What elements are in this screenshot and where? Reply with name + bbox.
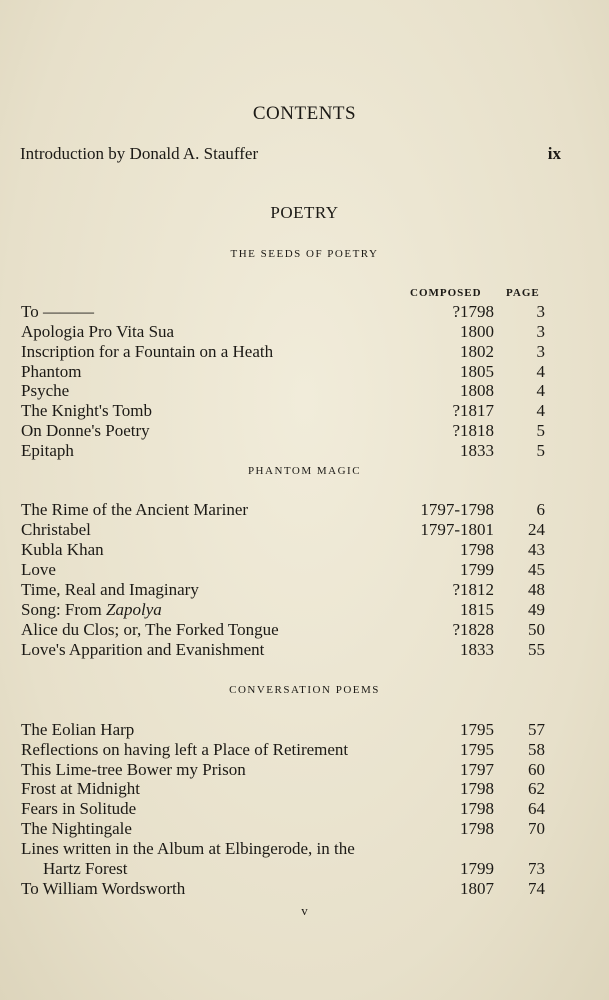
entry-composed: 1795 — [460, 740, 494, 759]
entry-title: To ——— — [21, 302, 94, 321]
entry-title: Apologia Pro Vita Sua — [21, 322, 175, 341]
entry-title: On Donne's Poetry — [21, 421, 150, 440]
entry-title: This Lime-tree Bower my Prison — [21, 760, 246, 779]
entry-title-continuation: Hartz Forest — [43, 859, 128, 878]
toc-entry — [21, 620, 601, 640]
entry-composed: 1833 — [460, 640, 494, 659]
poetry-title: POETRY — [270, 203, 339, 222]
entry-page: 3 — [536, 302, 545, 321]
section-title-conversation-poems: CONVERSATION POEMS — [229, 684, 380, 696]
toc-entry — [21, 580, 601, 600]
entry-page: 50 — [528, 620, 545, 639]
toc-entry-continuation — [21, 859, 601, 879]
entry-title: To William Wordsworth — [21, 879, 186, 898]
entry-title: Inscription for a Fountain on a Heath — [21, 342, 274, 361]
toc-entry — [21, 401, 601, 421]
entry-title: Kubla Khan — [21, 540, 104, 559]
entry-composed: 1815 — [460, 600, 494, 619]
entry-page: 3 — [536, 322, 545, 341]
entry-composed: 1805 — [460, 362, 494, 381]
entry-composed: 1807 — [460, 879, 494, 898]
entry-composed: 1808 — [460, 381, 494, 400]
toc-entry — [21, 879, 601, 899]
entry-composed: 1802 — [460, 342, 494, 361]
entry-title: Alice du Clos; or, The Forked Tongue — [21, 620, 279, 639]
entry-title-prefix: Song: From — [21, 600, 107, 619]
entry-page: 24 — [528, 520, 545, 539]
entry-page: 60 — [528, 760, 545, 779]
entry-title-italic: Zapolya — [106, 600, 162, 619]
entry-page: 64 — [528, 799, 545, 818]
toc-entry — [21, 799, 601, 819]
entry-page: 62 — [528, 779, 545, 798]
entry-composed: 1799 — [460, 560, 494, 579]
intro-page: ix — [547, 144, 561, 163]
entry-composed: 1797-1801 — [420, 520, 494, 539]
entry-title: Love's Apparition and Evanishment — [21, 640, 265, 659]
entry-page: 5 — [536, 421, 545, 440]
entry-page: 48 — [528, 580, 545, 599]
entry-page: 58 — [528, 740, 545, 759]
entry-composed: 1833 — [460, 441, 494, 460]
toc-entry — [21, 441, 601, 461]
toc-entry — [21, 740, 601, 760]
section-title-seeds: THE SEEDS OF POETRY — [230, 248, 379, 260]
entry-title: Fears in Solitude — [21, 799, 137, 818]
entry-title: The Knight's Tomb — [21, 401, 152, 420]
entry-page: 74 — [528, 879, 545, 898]
page-number: v — [301, 903, 308, 918]
entry-page: 4 — [536, 401, 545, 420]
entry-page: 3 — [536, 342, 545, 361]
entry-title: Phantom — [21, 362, 82, 381]
column-header-page: PAGE — [506, 287, 540, 299]
entry-title: Love — [21, 560, 56, 579]
toc-entry — [21, 322, 601, 342]
entry-composed: 1795 — [460, 720, 494, 739]
toc-entry — [21, 600, 601, 620]
entry-composed: ?1828 — [452, 620, 494, 639]
entry-title: Lines written in the Album at Elbingerode, in the — [21, 839, 355, 858]
entry-composed: 1798 — [460, 799, 494, 818]
toc-entry — [21, 540, 601, 560]
column-header-composed: COMPOSED — [410, 287, 482, 299]
entry-title: Reflections on having left a Place of Retirement — [21, 740, 349, 759]
toc-entry — [21, 342, 601, 362]
entry-title: Time, Real and Imaginary — [21, 580, 199, 599]
intro-entry — [20, 144, 589, 164]
entry-composed: 1797-1798 — [420, 500, 494, 519]
toc-entry — [21, 839, 601, 859]
entry-title — [21, 600, 162, 620]
entry-page: 43 — [528, 540, 545, 559]
toc-entry — [21, 362, 601, 382]
entry-page: 4 — [536, 381, 545, 400]
entry-composed: 1797 — [460, 760, 494, 779]
section-title-phantom-magic: PHANTOM MAGIC — [247, 465, 362, 477]
entry-composed: 1799 — [460, 859, 494, 878]
toc-entry — [21, 560, 601, 580]
entry-title: The Eolian Harp — [21, 720, 135, 739]
entry-title: Epitaph — [21, 441, 74, 460]
intro-title: Introduction by Donald A. Stauffer — [20, 144, 259, 163]
entry-page: 57 — [528, 720, 545, 739]
entry-title: Frost at Midnight — [21, 779, 141, 798]
toc-entry — [21, 421, 601, 441]
toc-entry — [21, 381, 601, 401]
entry-page: 45 — [528, 560, 545, 579]
entry-composed: 1798 — [460, 819, 494, 838]
entry-page: 73 — [528, 859, 545, 878]
toc-entry — [21, 640, 601, 660]
entry-composed: ?1798 — [452, 302, 494, 321]
toc-entry — [21, 520, 601, 540]
entry-title: Christabel — [21, 520, 91, 539]
entry-title: Psyche — [21, 381, 70, 400]
entry-composed: 1798 — [460, 540, 494, 559]
entry-page: 70 — [528, 819, 545, 838]
entry-composed: ?1812 — [452, 580, 494, 599]
toc-entry — [21, 760, 601, 780]
entry-page: 4 — [536, 362, 545, 381]
entry-page: 5 — [536, 441, 545, 460]
entry-title: The Rime of the Ancient Mariner — [21, 500, 249, 519]
toc-entry — [21, 500, 601, 520]
toc-entry — [21, 779, 601, 799]
entry-composed: 1800 — [460, 322, 494, 341]
entry-page: 49 — [528, 600, 545, 619]
entry-page: 55 — [528, 640, 545, 659]
entry-composed: ?1818 — [452, 421, 494, 440]
toc-entry — [21, 720, 601, 740]
entry-composed: 1798 — [460, 779, 494, 798]
entry-composed: ?1817 — [452, 401, 494, 420]
entry-page: 6 — [536, 500, 545, 519]
toc-entry — [21, 302, 601, 322]
toc-entry — [21, 819, 601, 839]
entry-title: The Nightingale — [21, 819, 132, 838]
contents-title: CONTENTS — [252, 103, 357, 124]
